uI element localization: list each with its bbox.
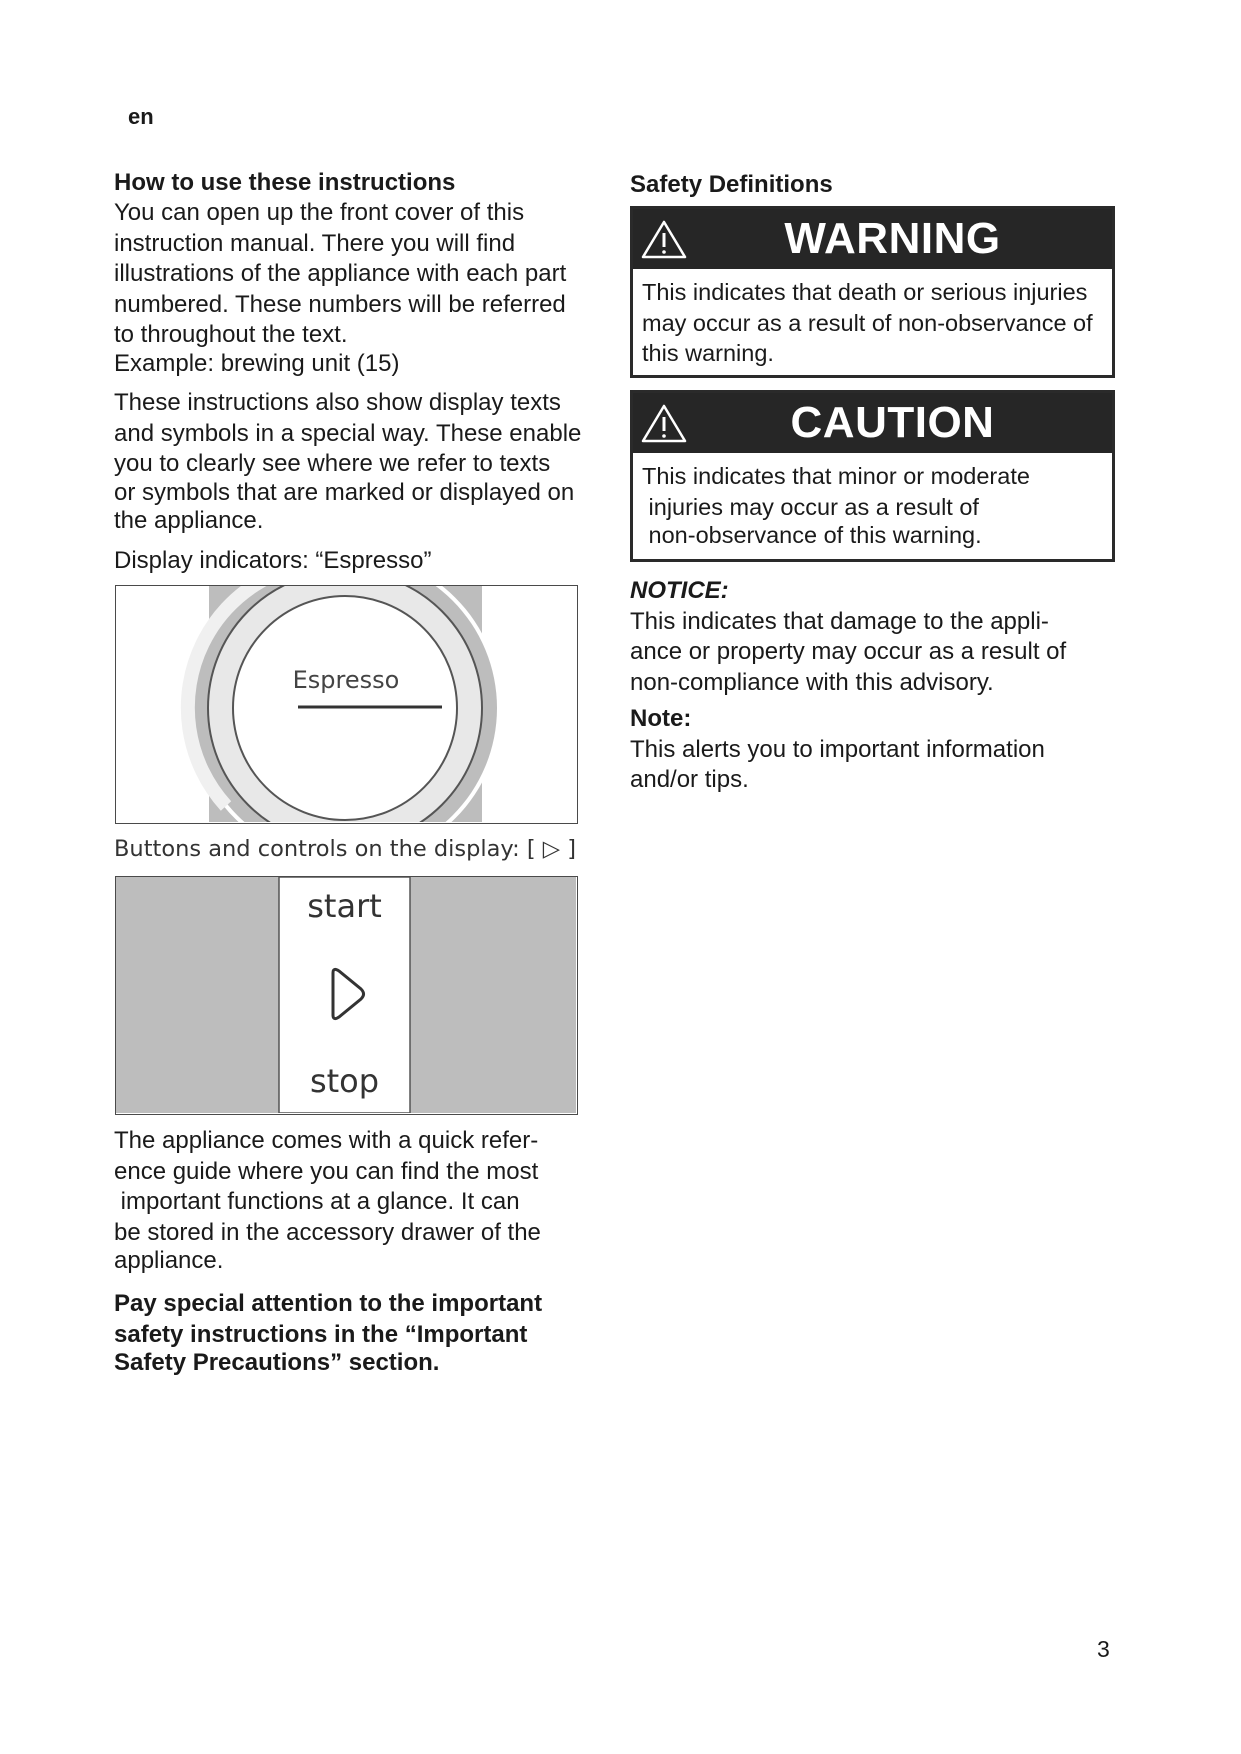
- start-stop-figure: [115, 876, 578, 1115]
- display-indicators-label: Display indicators: “Espresso”: [114, 547, 432, 574]
- notice-line: This indicates that damage to the appli-: [630, 607, 1049, 635]
- language-tag: en: [128, 104, 154, 129]
- warning-triangle-icon: [641, 219, 687, 259]
- note-line: and/or tips.: [630, 766, 749, 793]
- safety-definitions-title: Safety Definitions: [630, 171, 833, 198]
- display-para-line: or symbols that are marked or displayed on: [114, 478, 575, 506]
- warning-line: may occur as a result of non-observance of: [642, 309, 1093, 336]
- display-para-line: you to clearly see where we refer to texts: [114, 450, 551, 477]
- intro-line: You can open up the front cover of this: [114, 199, 525, 226]
- caution-triangle-icon: [641, 403, 687, 443]
- quickref-line: appliance.: [114, 1247, 224, 1274]
- notice-line: non-compliance with this advisory.: [630, 668, 994, 696]
- intro-line: instruction manual. There you will find: [114, 229, 516, 257]
- display-para-line: the appliance.: [114, 506, 264, 534]
- caution-line: non-observance of this warning.: [642, 522, 982, 548]
- quickref-line: important functions at a glance. It can: [114, 1188, 520, 1215]
- display-para-line: and symbols in a special way. These enable: [114, 419, 582, 447]
- espresso-display-figure: [115, 585, 578, 824]
- caution-line: injuries may occur as a result of: [642, 493, 979, 520]
- quickref-line: be stored in the accessory drawer of the: [114, 1218, 541, 1246]
- caution-body: [633, 453, 1112, 556]
- notice-section: [630, 576, 1120, 698]
- buttons-caption: Buttons and controls on the display: [ ▷ ]: [114, 836, 576, 862]
- how-to-use-section: [114, 168, 612, 377]
- warning-title: WARNING: [784, 214, 1001, 263]
- safety-definitions-heading: [630, 170, 1120, 200]
- quickref-line: The appliance comes with a quick refer-: [114, 1127, 539, 1154]
- caution-box: [630, 390, 1115, 562]
- start-label: start: [307, 887, 382, 925]
- warning-header: [633, 209, 1112, 269]
- note-heading: Note:: [630, 705, 692, 732]
- intro-line: to throughout the text.: [114, 321, 348, 348]
- display-para-line: These instructions also show display texts: [114, 389, 561, 416]
- attention-line: safety instructions in the “Important: [114, 1320, 528, 1348]
- warning-line: This indicates that death or serious injuries: [642, 279, 1088, 305]
- attention-section: [114, 1289, 612, 1376]
- note-section: [630, 704, 1120, 796]
- stop-label: stop: [309, 1062, 380, 1100]
- warning-body: [633, 269, 1112, 377]
- intro-line: numbered. These numbers will be referred: [114, 290, 566, 318]
- notice-line: ance or property may occur as a result of: [630, 638, 1067, 665]
- notice-heading: NOTICE:: [630, 577, 729, 604]
- page-number: 3: [1097, 1636, 1110, 1662]
- quick-reference-section: [114, 1126, 612, 1274]
- warning-line: this warning.: [642, 340, 774, 366]
- display-texts-section: [114, 388, 612, 536]
- attention-line: Pay special attention to the important: [114, 1290, 543, 1317]
- attention-line: Safety Precautions” section.: [114, 1349, 440, 1376]
- caution-title: CAUTION: [790, 398, 995, 447]
- quickref-line: ence guide where you can find the most: [114, 1157, 539, 1185]
- warning-box: [630, 206, 1115, 378]
- espresso-display-text: Espresso: [292, 666, 400, 694]
- note-line: This alerts you to important information: [630, 735, 1045, 763]
- how-to-use-heading: How to use these instructions: [114, 169, 456, 196]
- caution-header: [633, 393, 1112, 453]
- caution-line: This indicates that minor or moderate: [642, 463, 1030, 489]
- intro-line: illustrations of the appliance with each part: [114, 260, 567, 287]
- example-line: Example: brewing unit (15): [114, 349, 400, 377]
